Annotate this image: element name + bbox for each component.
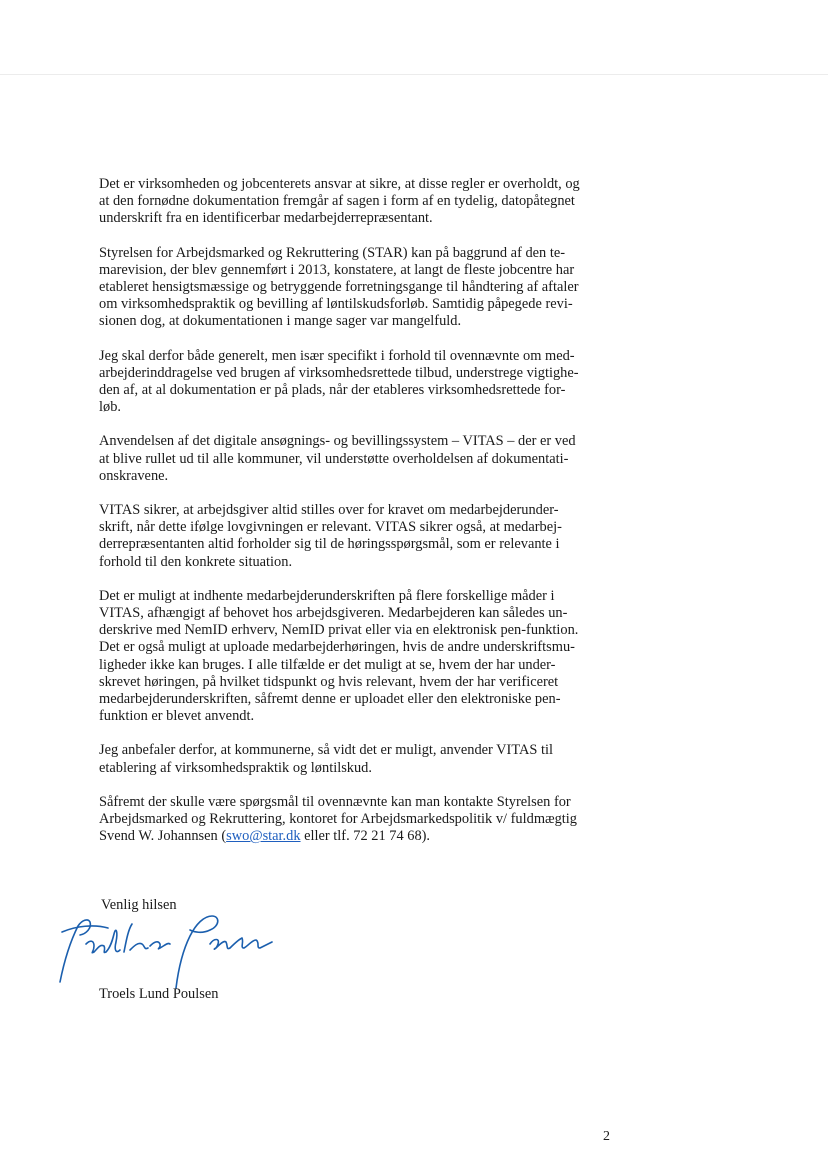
handwritten-signature [50,902,280,990]
text-line: Jeg skal derfor både generelt, men især specifikt i forhold til ovennævnte om med- [99,347,575,364]
contact-text-before: Svend W. Johannsen ( [99,828,227,845]
paragraph-responsibility [99,176,619,228]
text-line: løb. [99,399,121,416]
text-line: onskravene. [99,467,169,484]
text-line: Det er muligt at indhente medarbejderunderskriften på flere forskellige måder i [99,587,555,604]
email-link[interactable]: swo@star.dk [226,828,301,845]
text-line: VITAS sikrer, at arbejdsgiver altid stilles over for kravet om medarbejderunder- [99,502,559,519]
text-line: at blive rullet ud til alle kommuner, vil understøtte overholdelsen af dokumentati- [99,450,569,467]
paragraph-vitas-ensures [99,502,619,571]
text-line: ligheder ikke kan bruges. I alle tilfælde er det muligt at se, hvem der har under- [99,656,556,673]
text-line: medarbejderunderskriften, såfremt denne er uploadet eller den elektroniske pen- [99,691,561,708]
text-line: Anvendelsen af det digitale ansøgnings- og bevillingssystem – VITAS – der er ved [99,433,576,450]
text-line: Arbejdsmarked og Rekruttering, kontoret for Arbejdsmarkedspolitik v/ fuldmægtig [99,811,578,828]
paragraph-documentation-emphasis [99,348,619,417]
text-line: marevision, der blev gennemført i 2013, konstatere, at langt de fleste jobcentre har [99,261,575,278]
text-line: skrift, når dette ifølge lovgivningen er relevant. VITAS sikrer også, at medarbej- [99,519,562,536]
text-line: om virksomhedspraktik og bevilling af løntilskudsforløb. Samtidig påpegede revi- [99,296,573,313]
text-line: Det er også muligt at uploade medarbejderhøringen, hvis de andre underskriftsmu- [99,639,575,656]
text-line: den af, at al dokumentation er på plads, når der etableres virksomhedsrettede for- [99,382,566,399]
text-line: underskrift fra en identificerbar medarbejderrepræsentant. [99,210,433,227]
text-line: arbejderinddragelse ved brugen af virksomhedsrettede tilbud, understrege vigtighe- [99,364,579,381]
page-number: 2 [603,1129,610,1144]
contact-line [99,828,619,845]
text-line: forhold til den konkrete situation. [99,553,293,570]
contact-text-after: eller tlf. 72 21 74 68). [300,828,431,845]
text-line: sionen dog, at dokumentationen i mange sager var mangelfuld. [99,313,462,330]
paragraph-contact [99,794,619,846]
text-line: VITAS, afhængigt af behovet hos arbejdsgiveren. Medarbejderen kan således un- [99,605,568,622]
text-line: Styrelsen for Arbejdsmarked og Rekruttering (STAR) kan på baggrund af den te- [99,244,566,261]
text-line: funktion er blevet anvendt. [99,708,255,725]
paragraph-recommendation [99,742,619,776]
text-line: Det er virksomheden og jobcenterets ansvar at sikre, at disse regler er overholdt, og [99,176,580,192]
paragraph-vitas-rollout [99,433,619,485]
paragraph-signature-methods [99,588,619,726]
text-line: derskrive med NemID erhverv, NemID privat eller via en elektronisk pen-funktion. [99,622,579,639]
text-line: derrepræsentanten altid forholder sig til de høringsspørgsmål, som er relevante i [99,536,560,553]
text-line: etableret hensigtsmæssige og betryggende forretningsgange til håndtering af aftaler [99,279,579,296]
letter-body [99,176,619,863]
text-line: etablering af virksomhedspraktik og løntilskud. [99,759,372,776]
text-line: skrevet høringen, på hvilket tidspunkt og hvis relevant, hvem der har verificeret [99,673,559,690]
closing-salutation: Venlig hilsen [101,897,177,913]
text-line: Såfremt der skulle være spørgsmål til ovennævnte kan man kontakte Styrelsen for [99,793,571,810]
text-line: Jeg anbefaler derfor, at kommunerne, så vidt det er muligt, anvender VITAS til [99,742,553,759]
page-top-rule [0,74,828,75]
paragraph-star-revision [99,245,619,331]
text-line: at den fornødne dokumentation fremgår af sagen i form af en tydelig, datopåtegnet [99,193,575,210]
signer-name: Troels Lund Poulsen [99,986,219,1002]
